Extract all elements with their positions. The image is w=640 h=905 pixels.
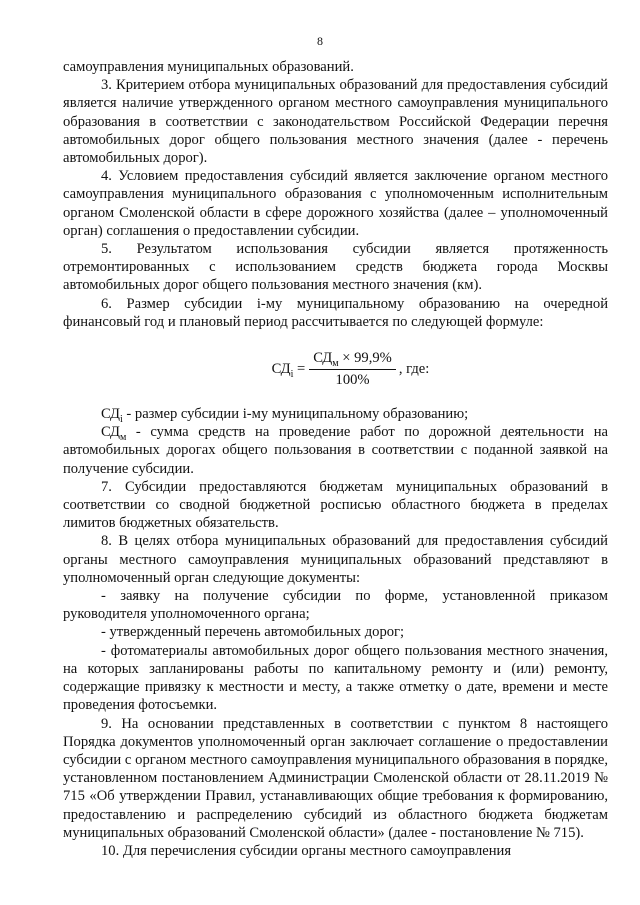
paragraph-10: 10. Для перечисления субсидии органы местного самоуправления: [101, 842, 512, 859]
list-item-road-list: - утвержденный перечень автомобильных дорог;: [101, 624, 405, 641]
paragraph-continuation: самоуправления муниципальных образований.: [63, 59, 354, 75]
formula-numerator: $СД_м \times 99,9\%$: [309, 349, 396, 369]
formula-tail: , где:: [398, 360, 430, 377]
paragraphs-bottom: [63, 478, 608, 860]
paragraphs-top: [63, 58, 608, 331]
list-item-application: - заявку на получение субсидии по форме, установленной приказом руководителя уполномоченного органа;: [63, 588, 608, 623]
paragraph-5: 5. Результатом использования субсидии является протяженность отремонтированных с использованием средств бюджета города Москвы автомобильных дорог общего пользования местного значения (км).: [63, 241, 608, 294]
formula-denominator: 100%: [335, 371, 370, 388]
paragraph-4: 4. Условием предоставления субсидий является заключение органом местного самоуправления муниципального образования с уполномоченным исполнительным органом Смоленской области в сфере дорожного хозяйства (далее – уполномоченный орган) соглашения о предоставлении субсидии.: [63, 168, 608, 239]
definition-sdi: $СД_i$ - размер субсидии i-му муниципальному образованию;: [101, 406, 469, 425]
paragraph-3: 3. Критерием отбора муниципальных образований для предоставления субсидий является наличие утвержденного органом местного самоуправления муниципального образования в соответствии с законодательством Российской Федерации перечня автомобильных дорог общего пользования местного значения (далее - перечень автомобильных дорог).: [63, 77, 608, 167]
formula-lhs: $СД_i$ =: [271, 360, 306, 380]
document-body: [63, 58, 608, 860]
subsidy-formula: [93, 343, 608, 395]
list-item-photos: - фотоматериалы автомобильных дорог общего пользования местного значения, на которых запланированы работы по капитальному ремонту и (или) ремонту, содержащие привязку к местности и месту, а также отметку о дате, времени и месте проведения фотосъемки.: [63, 642, 608, 714]
formula-fraction: [309, 349, 396, 388]
page-number: 8: [317, 34, 323, 48]
definition-sdm: $СД_м$ - сумма средств на проведение работ по дорожной деятельности на автомобильных дорогах общего пользования в соответствии с поданной заявкой на получение субсидии.: [63, 424, 608, 477]
paragraph-9: 9. На основании представленных в соответствии с пунктом 8 настоящего Порядка документов уполномоченный орган заключает соглашение о предоставлении субсидии с органом местного самоуправления муниципального образования в порядке, установленном постановлением Администрации Смоленской области от 28.11.2019 № 715 «Об утверждении Правил, устанавливающих общие требования к формированию, предоставлению и распределению субсидий из областного бюджета бюджетам муниципальных образований Смоленской области» (далее - постановление № 715).: [63, 715, 608, 841]
paragraph-6: 6. Размер субсидии i-му муниципальному образованию на очередной финансовый год и плановый период рассчитывается по следующей формуле:: [63, 295, 608, 330]
paragraph-8: 8. В целях отбора муниципальных образований для предоставления субсидий органы местного самоуправления муниципальных образований представляют в уполномоченный орган следующие документы:: [63, 533, 608, 586]
paragraph-7: 7. Субсидии предоставляются бюджетам муниципальных образований в соответствии со сводной бюджетной росписью областного бюджета в пределах лимитов бюджетных обязательств.: [63, 478, 608, 532]
